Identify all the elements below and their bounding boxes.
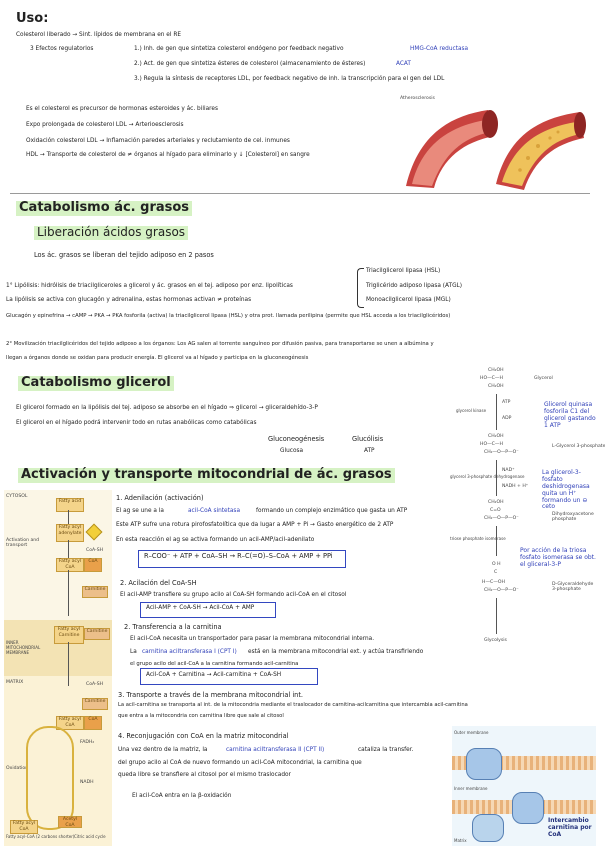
- diag-tca: Citric acid cycle: [74, 834, 106, 839]
- chem-atp: ATP: [502, 400, 511, 405]
- enzyme-brace: [357, 268, 364, 308]
- chem-tpi: triose phosphate isomerase: [450, 536, 506, 541]
- act-step-3a: El acil-CoA necesita un transportador para pasar la membrana mitocondrial interna.: [130, 636, 375, 642]
- section-title-catabolismo: Catabolismo ác. grasos: [16, 201, 192, 216]
- act-step-1e: En esta reacción el ag se activa formando un acil-AMP/acil-adenilato: [116, 537, 315, 543]
- enzyme-mgl: Monoacilglicerol lipasa (MGL): [366, 297, 451, 303]
- act-step-2: 2. Acilación del CoA-SH: [120, 579, 197, 587]
- act-step-1b: acil-CoA sintetasa: [188, 508, 240, 514]
- uso-line-3a: 2.) Act. de gen que sintetiza ésteres de colesterol (almacenamiento de ésteres): [134, 61, 366, 67]
- diag-matrix: MATRIX: [6, 680, 24, 685]
- cat-intro: Los ác. grasos se liberan del tejido adiposo en 2 pasos: [34, 251, 214, 259]
- diag-coash-1: CoA-SH: [86, 548, 104, 553]
- act-step-3e: el grupo acilo del acil-CoA a la carnitina formando acil-carnitina: [130, 661, 299, 667]
- act-step-5f: El acil-CoA entra en la β-oxidación: [132, 793, 232, 799]
- act-step-4b: que entra a la mitocondria con carnitina libre que sale al citosol: [118, 713, 284, 719]
- act-step-4: 3. Transporte a través de la membrana mitocondrial int.: [118, 691, 304, 699]
- divider-1: [10, 193, 590, 194]
- section-title-activacion: Activación y transporte mitocondrial de ác. grasos: [18, 468, 395, 483]
- diag-carnitine-2: Carnitine: [84, 628, 110, 640]
- uso-bullet-2: Expo prolongada de colesterol LDL → Arterioesclerosis: [26, 122, 184, 128]
- equation-1: R–COO⁻ + ATP + CoA–SH → R–C(=O)–S–CoA + AMP + PPi: [144, 552, 333, 560]
- chem-dehydrogenase: glycerol 3-phosphate dehydrogenase: [450, 474, 525, 479]
- uso-line-4: 3.) Regula la síntesis de receptores LDL, por feedback negativo de inh. la transcripción para el gen del LDL: [134, 76, 445, 82]
- cpt1-protein: [466, 748, 502, 780]
- diag-inner-membrane: INNER MITOCHONDRIAL MEMBRANE: [6, 640, 41, 655]
- cat-paso-1c: Glucagón y epinefrina → cAMP → PKA → PKA fosforila (activa) la triacilglicerol lipasa (HSL) y otra prot. llamada perilipina (permite que HSL acceda a los triacilglicéridos): [6, 313, 451, 319]
- chem-nadh: NADH + H⁺: [502, 484, 529, 489]
- chem-glycerol: Glycerol: [534, 376, 553, 381]
- diag-carnitine-1: Carnitine: [82, 586, 108, 598]
- translocase-protein: [512, 792, 544, 824]
- act-step-5c: cataliza la transfer.: [358, 747, 414, 753]
- equation-2: Acil-AMP + CoA-SH → Acil-CoA + AMP: [146, 605, 255, 611]
- note-triosa-isomerasa: Por acción de la triosa fosfato isomerasa se obt. el gliceral-3-P: [520, 547, 596, 568]
- diag-coa-2: CoA: [84, 716, 102, 730]
- cat-paso-1a: 1° Lipólisis: hidrólisis de triacilgliceroles a glicerol y ác. grasos en el tej. adiposo por enz. lipolíticas: [6, 283, 293, 289]
- act-step-5e: queda libre se transfiere al citosol por el mismo traslocador: [118, 772, 291, 778]
- enzyme-hsl: Triacilglicerol lipasa (HSL): [366, 268, 441, 274]
- diag-oxidation: Oxidation: [6, 766, 29, 771]
- diag-cytosol: CYTOSOL: [6, 494, 28, 499]
- fatty-acid-transport-diagram: [4, 490, 112, 846]
- glicerol-line-1: El glicerol formado en la lipólisis del tej. adiposo se absorbe en el hígado ⇒ glicerol → gliceraldehído-3-P: [16, 405, 318, 411]
- act-step-1a: El ag se une a la: [116, 508, 164, 514]
- act-step-5d: del grupo acilo al CoA de nuevo formando un acil-CoA mitocondrial, la carnitina que: [118, 760, 362, 766]
- word-glucolisis: Glucólisis: [352, 435, 384, 443]
- subtitle-liberacion: Liberación ácidos grasos: [34, 226, 188, 240]
- diag-nadh: NADH: [80, 780, 94, 785]
- diag-coash-2: CoA-SH: [86, 682, 104, 687]
- diag-bottom-label: Fatty acyl-CoA (2 carbons shorter): [6, 834, 75, 839]
- act-step-5b: carnitina aciltransferasa II (CPT II): [226, 747, 325, 753]
- diag-carnitine-3: Carnitine: [82, 698, 108, 710]
- chem-g3p: L-Glycerol 3-phosphate: [552, 444, 605, 449]
- glicerol-line-2: El glicerol en el hígado podrá intervenir todo en rutas anabólicas como catabólicas: [16, 420, 257, 426]
- diag-coa-1: CoA: [84, 558, 102, 572]
- diag-fatty-acid: Fatty acid: [56, 498, 84, 512]
- chem-dhap: Dihydroxyacetone phosphate: [552, 512, 594, 522]
- chem-nad: NAD⁺: [502, 468, 515, 473]
- uso-acat: ACAT: [396, 61, 411, 67]
- act-step-2a: El acil-AMP transfiere su grupo acilo al CoA-SH formando acil-CoA en el citosol: [120, 592, 347, 598]
- cat-paso-2a: 2° Movilización triacilglicéridos del tejido adiposo a los órganos: Los AG salen al torrente sanguíneo por difusión pasiva, para transportarse se unen a albúmina y: [6, 341, 434, 347]
- act-step-3: 2. Transferencia a la carnitina: [124, 623, 222, 631]
- uso-line-2a: 3 Efectos regulatorios: [30, 46, 94, 52]
- mitochondrial-membrane-illustration: [452, 726, 596, 846]
- uso-bullet-3: Oxidación colesterol LDL → Inflamación paredes arteriales y reclutamiento de cel. inmunes: [26, 138, 290, 144]
- diag-fatty-acyl-adenylate: Fatty acyl adenylate: [56, 524, 84, 542]
- note-deshidrogenasa: La glicerol-3-fosfato deshidrogenasa quita un H⁺ formando un ⊖ ceto: [542, 469, 590, 511]
- equation-3: Acil-CoA + Carnitina → Acil-carnitina + CoA-SH: [146, 672, 282, 678]
- diag-fatty-acyl-coa-1: Fatty acyl CoA: [56, 558, 84, 572]
- act-step-3c: carnitina aciltransferasa I (CPT I): [142, 649, 237, 655]
- diag-oxidation-loop: [26, 726, 74, 830]
- note-glicerol-quinasa: Glicerol quinasa fosforila C1 del glicerol gastando 1 ATP: [544, 401, 596, 429]
- act-step-3d: está en la membrana mitocondrial ext. y actúa transfiriendo: [248, 649, 424, 655]
- uso-line-2b: 1.) Inh. de gen que sintetiza colesterol endógeno por feedback negativo: [134, 46, 344, 52]
- word-glucosa: Glucosa: [280, 448, 304, 454]
- uso-hmg-coa: HMG-CoA reductasa: [410, 46, 469, 52]
- diag-acetyl-coa: Acetyl CoA: [58, 816, 82, 828]
- chem-adp: ADP: [502, 416, 512, 421]
- diag-fadh2: FADH₂: [80, 740, 95, 745]
- chem-kinase: glycerol kinase: [456, 408, 487, 413]
- chem-gap: D-Glyceraldehyde 3-phosphate: [552, 582, 594, 592]
- diag-fatty-acyl-coa-2: Fatty acyl CoA: [56, 716, 84, 730]
- atherosclerosis-label: Atherosclerosis: [400, 96, 435, 101]
- mito-matrix: Matrix: [454, 838, 467, 843]
- section-title-glicerol: Catabolismo glicerol: [18, 376, 174, 391]
- diag-fatty-acyl-coa-3: Fatty acyl CoA: [10, 820, 38, 834]
- enzyme-atgl: Triglicérido adiposo lipasa (ATGL): [366, 283, 463, 289]
- note-intercambio: Intercambio carnitina por CoA: [548, 817, 592, 838]
- diag-activation: Activation and transport: [6, 538, 40, 548]
- cpt2-protein: [472, 814, 504, 842]
- act-step-3b: La: [130, 649, 137, 655]
- uso-bullet-1: Es el colesterol es precursor de hormonas esteroides y ác. biliares: [26, 106, 218, 112]
- act-step-5: 4. Reconjugación con CoA en la matriz mitocondrial: [118, 732, 289, 740]
- mito-outer: Outer membrane: [454, 730, 489, 735]
- act-step-1d: Este ATP sufre una rotura pirofosfatolítica que da lugar a AMP + Pi → Gasto energético de 2 ATP: [116, 522, 394, 528]
- act-step-4a: La acil-carnitina se transporta al int. de la mitocondria mediante el traslocador de carnitina-acilcarnitina que intercambia acil-carnitina: [118, 702, 468, 708]
- word-gluconeogenesis: Gluconeogénesis: [268, 435, 325, 443]
- cat-paso-2b: llegan a órganos donde se oxidan para producir energía. El glicerol va al hígado y participa en la gluconeogénesis: [6, 355, 309, 361]
- uso-bullet-4: HDL → Transporte de colesterol de ≠ órganos al hígado para eliminarlo y ↓ [Colesterol] en sangre: [26, 152, 310, 158]
- chem-glycolysis: Glycolysis: [484, 638, 507, 643]
- diag-fatty-acyl-carnitine: Fatty acyl Carnitine: [54, 626, 84, 644]
- mito-inner: Inner membrane: [454, 786, 488, 791]
- act-step-1c: formando un complejo enzimático que gasta un ATP: [256, 508, 408, 514]
- word-atp: ATP: [364, 448, 375, 454]
- act-step-5a: Una vez dentro de la matriz, la: [118, 747, 208, 753]
- uso-line-1: Colesterol liberado → Sint. lípidos de membrana en el RE: [16, 32, 182, 38]
- glycerol-pathway-diagram: CH₂OH HO—C—H CH₂OH Glycerol ATP ADP glycerol kinase Glicerol quinasa fosforila C1 del glicerol gastando 1 ATP CH₂OH HO—C—H CH₂—O—P—O⁻ L-Glycerol 3-phosphate NAD⁺ NADH + H⁺ glycerol 3-phosphate dehydrogenase La glicerol-3-fosfato deshidrogenasa quita un H⁺ formando un ⊖ ceto CH₂OH C=O CH₂—O—P—O⁻ Dihydroxyacetone phosphate triose phosphate isomerase Por acción de la triosa fosfato isomerasa se obt. el gliceral-3-P O H C H—C—OH CH₂—O—P—O⁻ D-Glyceraldehyde 3-phosphate Glycolysis: [450, 368, 605, 643]
- cat-paso-1b: La lipólisis se activa con glucagón y adrenalina, estas hormonas activan ≠ proteínas: [6, 297, 252, 303]
- section-title-uso: Uso:: [16, 11, 49, 26]
- atherosclerosis-illustration: [398, 96, 588, 194]
- act-step-1: 1. Adenilación (activación): [116, 494, 204, 502]
